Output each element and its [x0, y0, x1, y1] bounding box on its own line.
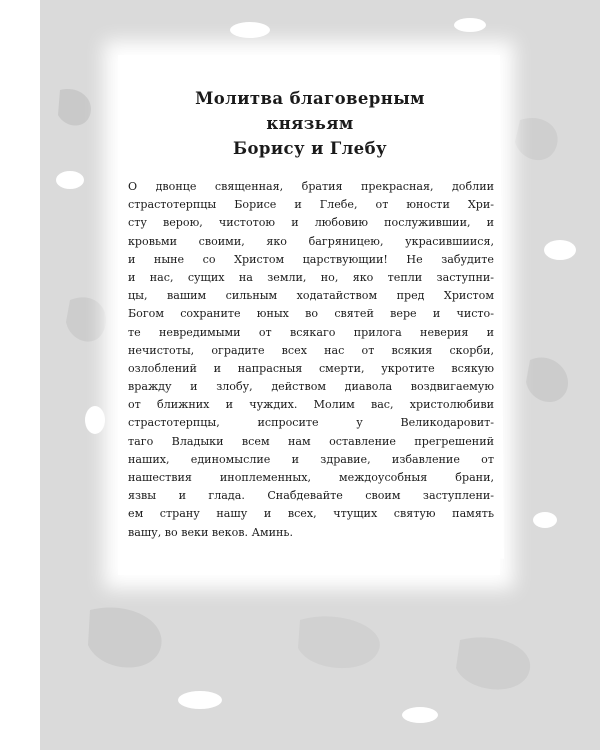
- prayer-line: ем страну нашу и всех, чтущих святую память: [128, 507, 494, 521]
- title-line-1: Молитва благоверным: [195, 89, 425, 108]
- prayer-line: кровьми своими, яко багряницею, украсившиися,: [128, 234, 494, 248]
- prayer-line: от ближних и чуждих. Молим вас, христолюбиви: [128, 398, 494, 412]
- prayer-line: вашу, во веки веков. Аминь.: [128, 525, 293, 539]
- prayer-line: вражду и злобу, действом диавола воздвигаемую: [128, 380, 494, 394]
- prayer-line: язвы и глада. Снабдевайте своим заступлени-: [128, 489, 494, 503]
- prayer-line: сту верою, чистотою и любовию послужившии, и: [128, 216, 494, 230]
- prayer-line: таго Владыки всем нам оставление прегрешений: [128, 434, 494, 448]
- prayer-line: нечистоты, оградите всех нас от всякия скорби,: [128, 343, 494, 357]
- prayer-line: страстотерпцы, испросите у Великодаровит-: [128, 416, 494, 430]
- prayer-text: [128, 178, 494, 542]
- prayer-line: страстотерпцы Борисе и Глебе, от юности Хри-: [128, 198, 494, 212]
- prayer-line: те невредимыми от всякаго прилога неверия и: [128, 325, 494, 339]
- prayer-line: Богом сохраните юных во святей вере и чисто-: [128, 307, 494, 321]
- prayer-line: О двонце священная, братия прекрасная, доблии: [128, 180, 494, 193]
- title-line-3: Борису и Глебу: [233, 139, 387, 158]
- prayer-line: озлоблений и напрасныя смерти, укротите всякую: [128, 361, 494, 375]
- prayer-line: и нас, сущих на земли, но, яко тепли заступни-: [128, 270, 494, 284]
- prayer-line: цы, вашим сильным ходатайством пред Христом: [128, 289, 494, 303]
- prayer-line: и ныне со Христом царствующии! Не забудите: [128, 252, 494, 266]
- title-line-2: князьям: [266, 114, 354, 133]
- prayer-line: нашествия иноплеменных, междоусобныя брани,: [128, 471, 494, 484]
- prayer-line: наших, единомыслие и здравие, избавление от: [128, 452, 494, 466]
